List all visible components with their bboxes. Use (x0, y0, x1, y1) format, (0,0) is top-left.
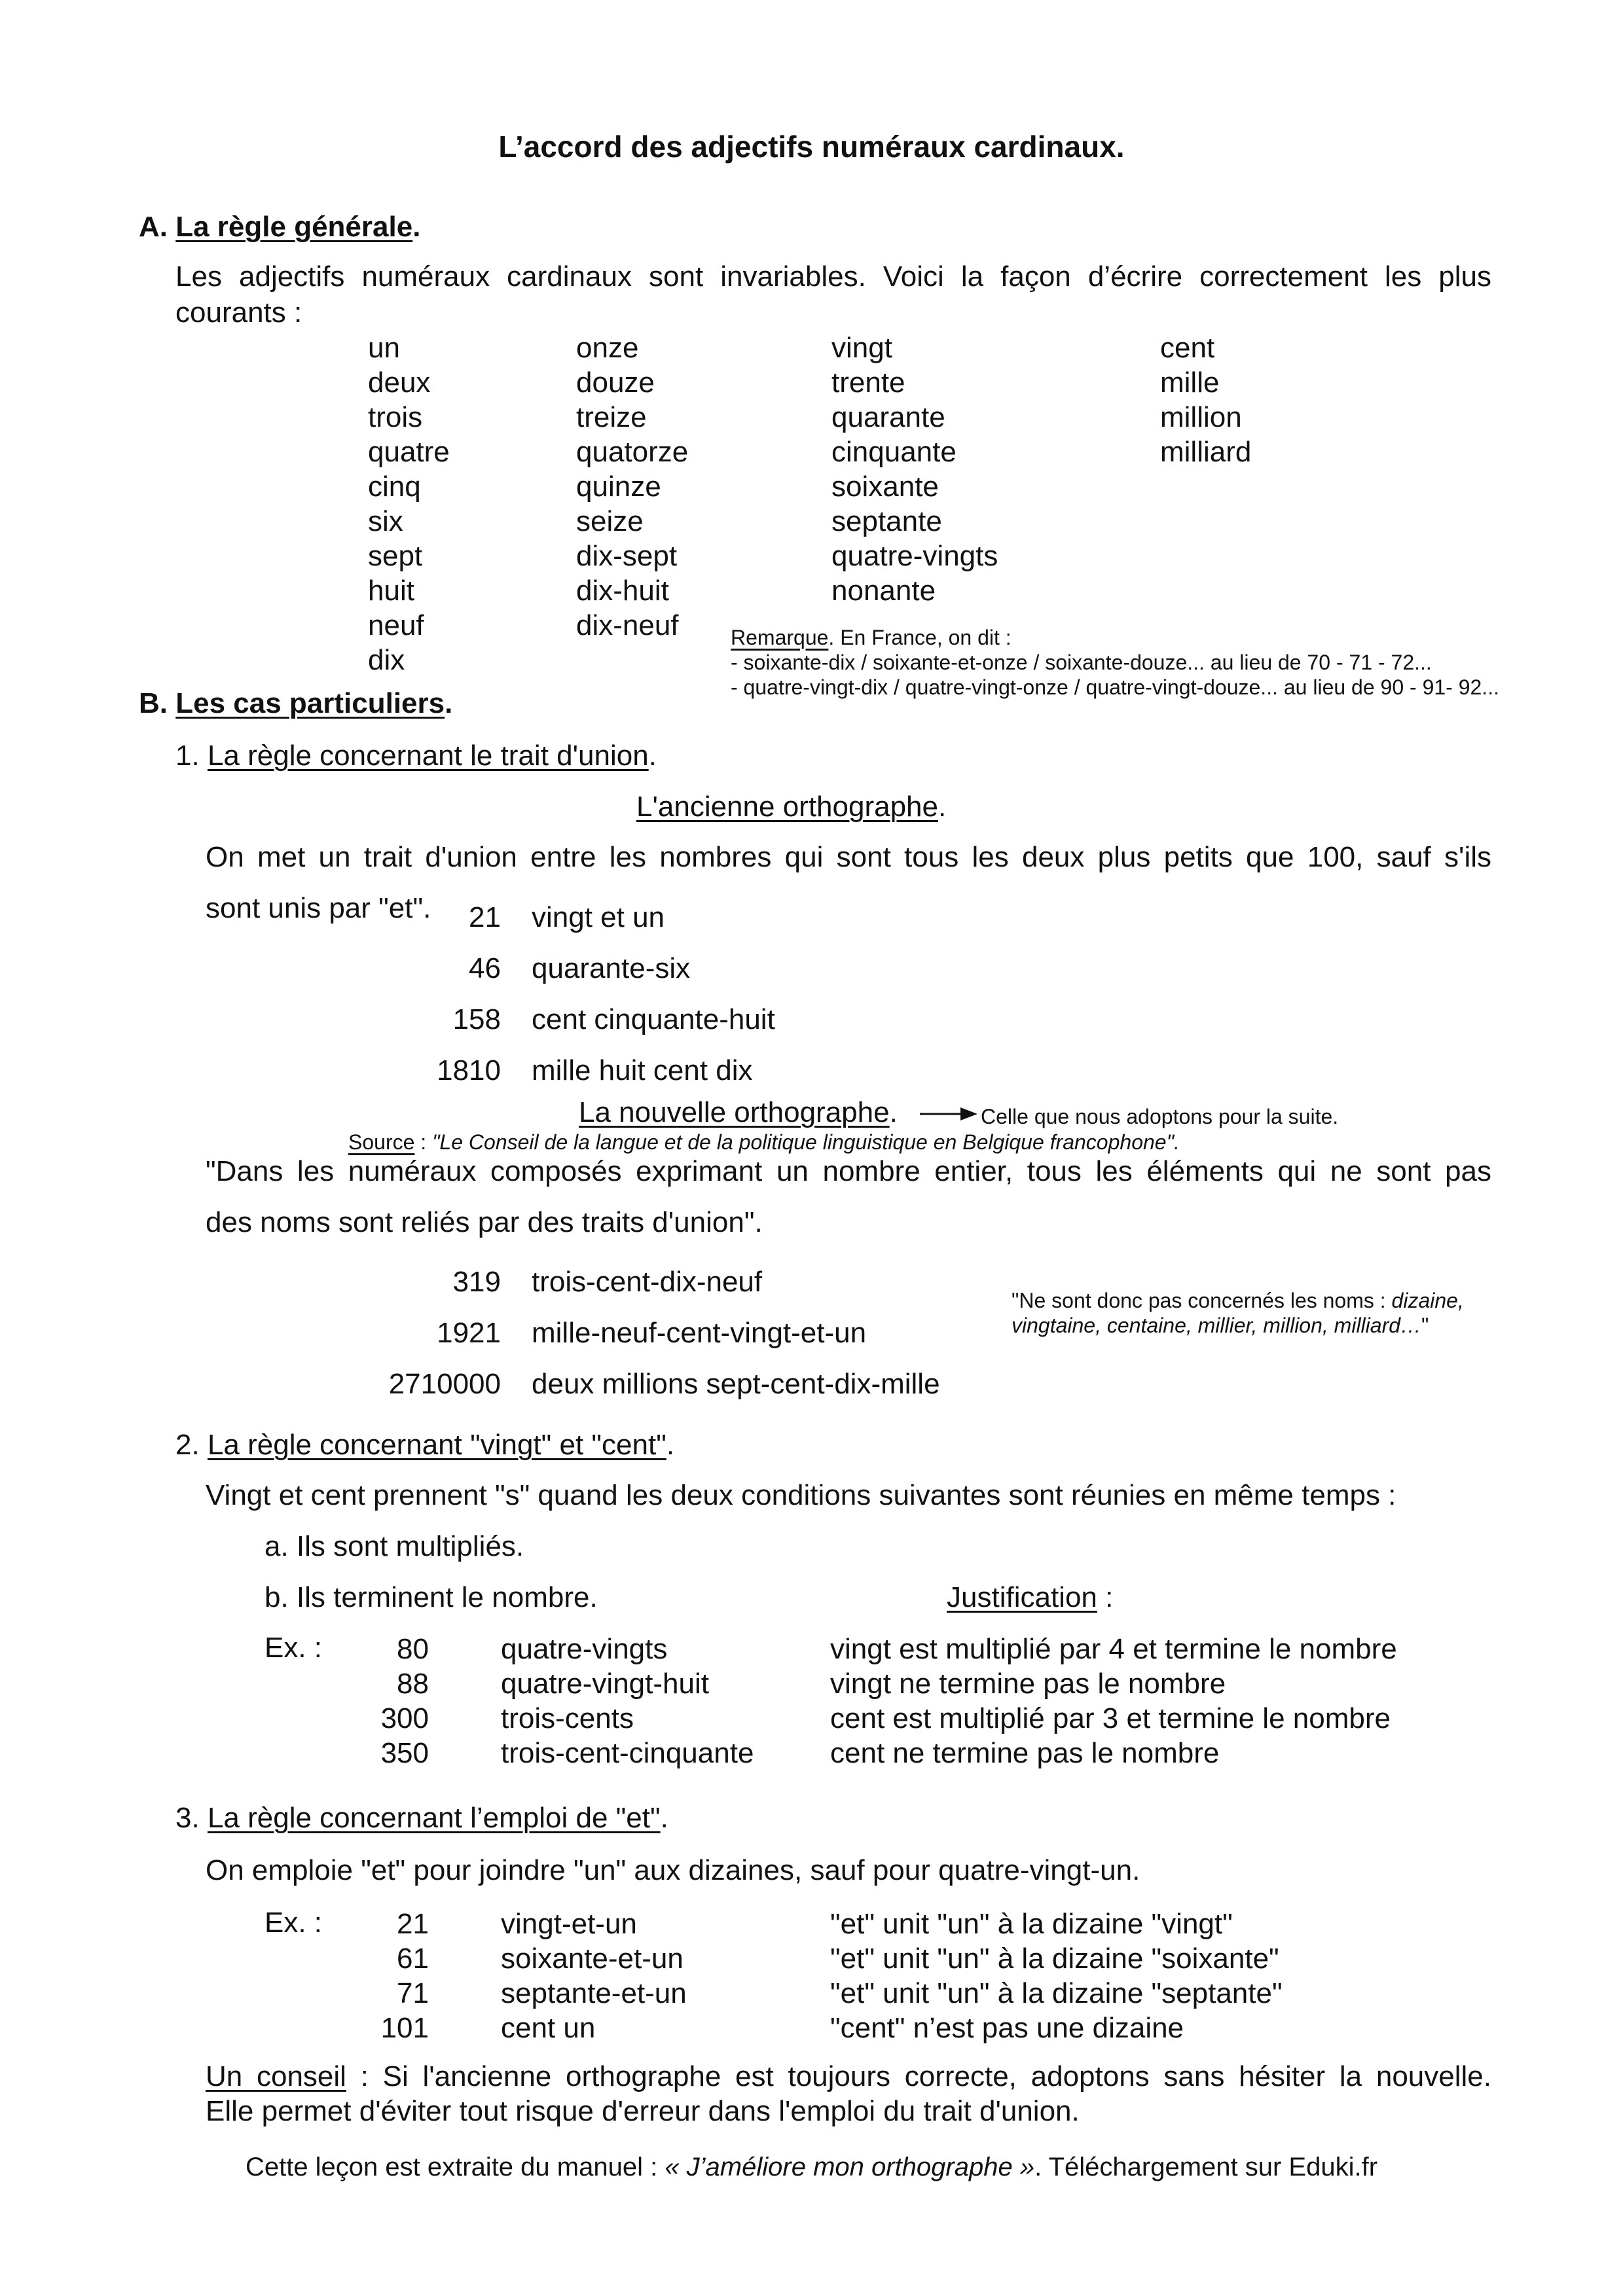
list-item: septante (831, 505, 942, 537)
example-number: 80 (397, 1633, 429, 1665)
example-justification: vingt est multiplié par 4 et termine le nombre (830, 1633, 1397, 1665)
quote-line1: "Dans les numéraux composés exprimant un nombre entier, tous les éléments qui ne sont pas (206, 1155, 1491, 1187)
new-examples-numbers (367, 1257, 501, 1410)
remarque-label: Remarque (731, 626, 829, 649)
rule3-ex-label: Ex. : (264, 1907, 323, 1939)
list-item: quatre-vingts (831, 540, 998, 572)
new-orthography-title: La nouvelle orthographe (579, 1096, 890, 1128)
example-number: 1810 (437, 1054, 501, 1086)
rule1-title: La règle concernant le trait d'union (207, 740, 649, 772)
section-a-title: La règle générale (175, 211, 413, 243)
new-orthography-note: Celle que nous adoptons pour la suite. (981, 1105, 1339, 1128)
section-a-letter: A. (139, 211, 168, 243)
numeral-column-teens (576, 331, 688, 643)
rule1-heading: 1. La règle concernant le trait d'union. (175, 740, 657, 772)
list-item: quinze (576, 471, 661, 503)
list-item: vingt (831, 332, 892, 364)
list-item: dix-huit (576, 575, 669, 607)
rule2-numbers (354, 1632, 429, 1770)
rule2-condition-b: b. Ils terminent le nombre. (264, 1581, 598, 1613)
section-b-letter: B. (139, 687, 168, 719)
list-item: cent (1160, 332, 1215, 364)
old-orthography-heading: L'ancienne orthographe. (636, 791, 947, 823)
source-label: Source (348, 1130, 415, 1154)
rule2-ex-label: Ex. : (264, 1632, 323, 1664)
example-justification: cent est multiplié par 3 et termine le nombre (830, 1702, 1391, 1734)
side-note-italic: vingtaine, centaine, millier, million, milliard… (1012, 1314, 1422, 1337)
quote-line2: des noms sont reliés par des traits d'union". (206, 1206, 763, 1238)
example-justification: "cent" n’est pas une dizaine (830, 2012, 1184, 2044)
side-note (1012, 1288, 1464, 1338)
list-item: seize (576, 505, 644, 537)
list-item: dix-sept (576, 540, 678, 572)
rule2-condition-a: a. Ils sont multipliés. (264, 1530, 524, 1562)
source-line: Source : "Le Conseil de la langue et de la politique linguistique en Belgique francophone". (348, 1130, 1180, 1154)
remarque-intro: . En France, on dit : (828, 626, 1012, 649)
new-examples-words (532, 1257, 940, 1410)
example-words: quatre-vingt-huit (501, 1668, 709, 1700)
rule3-heading: 3. La règle concernant l’emploi de "et". (175, 1802, 668, 1834)
side-note-text: " (1421, 1314, 1429, 1337)
example-words: mille-neuf-cent-vingt-et-un (532, 1317, 867, 1349)
numeral-column-tens (831, 331, 998, 608)
rule2-words (501, 1632, 754, 1770)
example-words: soixante-et-un (501, 1943, 684, 1975)
example-words: mille huit cent dix (532, 1054, 753, 1086)
footer (0, 2152, 1623, 2182)
section-a-paragraph-line1: Les adjectifs numéraux cardinaux sont invariables. Voici la façon d’écrire correctement les plus (175, 260, 1491, 293)
numeral-column-units (368, 331, 450, 677)
list-item: douze (576, 367, 655, 399)
list-item: quatorze (576, 436, 689, 468)
example-words: vingt-et-un (501, 1908, 637, 1940)
example-number: 101 (380, 2012, 429, 2044)
justification-heading: Justification : (947, 1581, 1114, 1613)
list-item: trois (368, 401, 423, 433)
side-note-text: "Ne sont donc pas concernés les noms : (1012, 1289, 1392, 1312)
rule2-title: La règle concernant "vingt" et "cent" (207, 1429, 666, 1461)
footer-book-title: « J’améliore mon orthographe » (665, 2153, 1035, 2181)
list-item: cinq (368, 471, 421, 503)
example-number: 350 (380, 1737, 429, 1769)
side-note-italic: dizaine, (1391, 1289, 1464, 1312)
list-item: dix (368, 644, 405, 676)
list-item: milliard (1160, 436, 1252, 468)
list-item: quatre (368, 436, 450, 468)
rule3-justifications (830, 1907, 1283, 2045)
example-justification: cent ne termine pas le nombre (830, 1737, 1220, 1769)
page-title: L’accord des adjectifs numéraux cardinaux. (498, 130, 1125, 164)
new-orthography-heading: La nouvelle orthographe. (579, 1096, 979, 1130)
example-words: cent cinquante-huit (532, 1003, 775, 1035)
rule1-number: 1. (175, 740, 200, 772)
list-item: treize (576, 401, 647, 433)
footer-text: . Téléchargement sur Eduki.fr (1034, 2153, 1378, 2181)
section-a-heading: A. La règle générale. (139, 211, 421, 243)
rule3-words (501, 1907, 687, 2045)
list-item: trente (831, 367, 905, 399)
example-words: vingt et un (532, 901, 665, 933)
example-number: 2710000 (388, 1368, 501, 1400)
numeral-column-large (1160, 331, 1251, 469)
old-rule-line1: On met un trait d'union entre les nombres qui sont tous les deux plus petits que 100, sauf s'ils (206, 841, 1491, 873)
conseil-label: Un conseil (206, 2060, 346, 2092)
old-rule-line2: sont unis par "et". (206, 892, 431, 924)
old-examples-words (532, 892, 775, 1096)
arrow-right-icon (920, 1104, 979, 1124)
remarque-line2: - quatre-vingt-dix / quatre-vingt-onze / quatre-vingt-douze... au lieu de 90 - 91- 92... (731, 675, 1499, 699)
example-words: cent un (501, 2012, 596, 2044)
example-number: 21 (397, 1908, 429, 1940)
example-words: quarante-six (532, 952, 691, 984)
conseil-line2: Elle permet d'éviter tout risque d'erreur dans l'emploi du trait d'union. (206, 2095, 1080, 2127)
example-number: 71 (397, 1977, 429, 2009)
list-item: quarante (831, 401, 945, 433)
rule3-number: 3. (175, 1802, 200, 1834)
list-item: sept (368, 540, 423, 572)
list-item: million (1160, 401, 1242, 433)
example-justification: "et" unit "un" à la dizaine "septante" (830, 1977, 1283, 2009)
list-item: dix-neuf (576, 609, 679, 641)
example-words: septante-et-un (501, 1977, 687, 2009)
old-examples-numbers (367, 892, 501, 1096)
list-item: onze (576, 332, 639, 364)
list-item: un (368, 332, 400, 364)
example-number: 88 (397, 1668, 429, 1700)
example-number: 61 (397, 1943, 429, 1975)
conseil-line1 (206, 2060, 1491, 2094)
conseil-text: : Si l'ancienne orthographe est toujours correcte, adoptons sans hésiter la nouvelle. (346, 2060, 1491, 2092)
section-b-heading: B. Les cas particuliers. (139, 687, 453, 719)
justification-label: Justification (947, 1581, 1097, 1613)
list-item: cinquante (831, 436, 957, 468)
example-number: 46 (469, 952, 501, 984)
example-justification: vingt ne termine pas le nombre (830, 1668, 1226, 1700)
source-text: "Le Conseil de la langue et de la politique linguistique en Belgique francophone". (432, 1130, 1180, 1154)
example-words: deux millions sept-cent-dix-mille (532, 1368, 940, 1400)
rule2-intro: Vingt et cent prennent "s" quand les deux conditions suivantes sont réunies en même temps : (206, 1479, 1396, 1511)
list-item: huit (368, 575, 414, 607)
example-number: 319 (452, 1266, 501, 1298)
example-number: 21 (469, 901, 501, 933)
example-words: trois-cents (501, 1702, 634, 1734)
example-justification: "et" unit "un" à la dizaine "vingt" (830, 1908, 1233, 1940)
rule3-intro: On emploie "et" pour joindre "un" aux dizaines, sauf pour quatre-vingt-un. (206, 1854, 1140, 1886)
remarque-box (731, 625, 1499, 700)
example-justification: "et" unit "un" à la dizaine "soixante" (830, 1943, 1279, 1975)
list-item: nonante (831, 575, 936, 607)
section-b-title: Les cas particuliers (175, 687, 445, 719)
example-words: quatre-vingts (501, 1633, 668, 1665)
rule2-number: 2. (175, 1429, 200, 1461)
example-number: 1921 (437, 1317, 501, 1349)
list-item: soixante (831, 471, 939, 503)
list-item: deux (368, 367, 431, 399)
example-number: 300 (380, 1702, 429, 1734)
example-words: trois-cent-dix-neuf (532, 1266, 763, 1298)
list-item: six (368, 505, 403, 537)
remarque-line1: - soixante-dix / soixante-et-onze / soixante-douze... au lieu de 70 - 71 - 72... (731, 651, 1432, 674)
footer-text: Cette leçon est extraite du manuel : (245, 2153, 665, 2181)
example-number: 158 (452, 1003, 501, 1035)
rule3-numbers (354, 1907, 429, 2045)
rule2-justifications (830, 1632, 1397, 1770)
rule3-title: La règle concernant l’emploi de "et" (207, 1802, 661, 1834)
example-words: trois-cent-cinquante (501, 1737, 754, 1769)
section-a-paragraph-line2: courants : (175, 296, 302, 329)
list-item: mille (1160, 367, 1220, 399)
rule2-heading: 2. La règle concernant "vingt" et "cent". (175, 1429, 675, 1461)
list-item: neuf (368, 609, 424, 641)
old-orthography-title: L'ancienne orthographe (636, 791, 938, 823)
